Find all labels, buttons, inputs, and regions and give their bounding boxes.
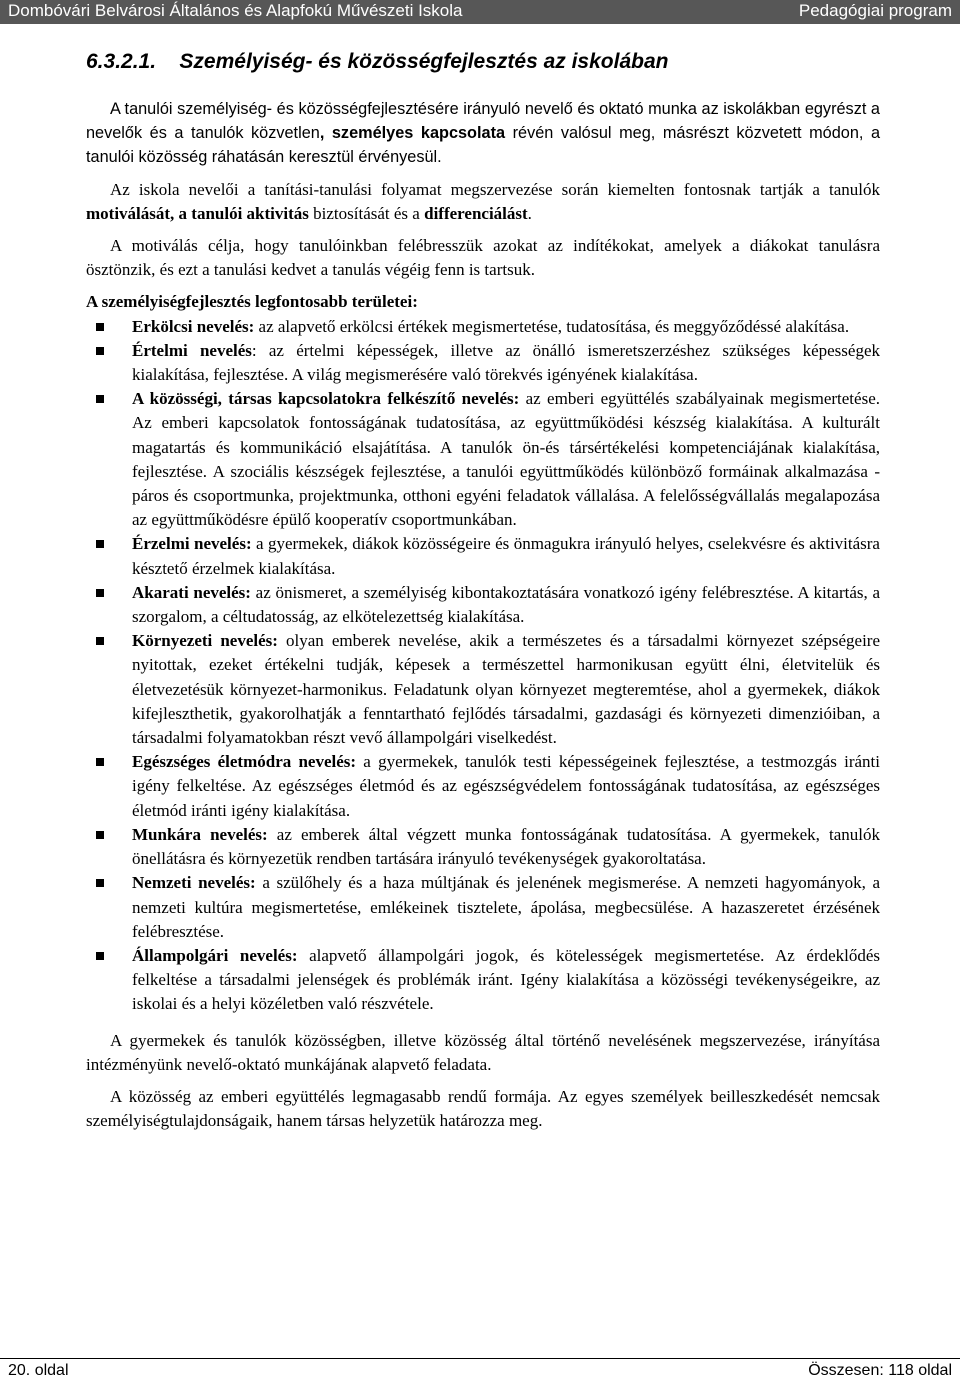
list-item (86, 944, 880, 1017)
intro-paragraph-2: Az iskola nevelői a tanítási-tanulási folyamat megszervezése során kiemelten fontosnak tartják a tanulók motiválását, a tanulói aktivitás biztosítását és a differenciálást. (86, 179, 880, 223)
closing-paragraph-2: A közösség az emberi együttélés legmagasabb rendű formája. Az egyes személyek beilleszkedését nemcsak személyiségtulajdonságaik, hanem társas helyzetük határozza meg. (86, 1086, 880, 1131)
area-term: Nemzeti nevelés: (132, 873, 256, 893)
header-document-name: Pedagógiai program (798, 1, 952, 20)
square-bullet-icon (96, 637, 104, 645)
list-item (86, 339, 880, 387)
list-item (86, 387, 880, 532)
list-item (86, 532, 880, 580)
area-description: : az értelmi képességek, illetve az önálló ismeretszerzéshez szükséges képességek kialakítása, fejlesztése. A világ megismerésére való törekvés igényének kialakítása. (132, 340, 880, 385)
header-school-name: Dombóvári Belvárosi Általános és Alapfokú Művészeti Iskola (8, 1, 463, 20)
square-bullet-icon (96, 347, 104, 355)
square-bullet-icon (96, 395, 104, 403)
square-bullet-icon (96, 952, 104, 960)
area-term: Egészséges életmódra nevelés: (132, 752, 357, 772)
area-term: Állampolgári nevelés: (132, 945, 298, 965)
area-term: Munkára nevelés: (132, 824, 268, 844)
page-header (0, 0, 960, 24)
square-bullet-icon (96, 540, 104, 548)
section-title (86, 50, 668, 74)
area-term: Akarati nevelés: (132, 582, 251, 602)
section-number: 6.3.2.1. (86, 50, 157, 73)
list-item (86, 629, 880, 750)
areas-list (86, 315, 880, 1017)
square-bullet-icon (96, 831, 104, 839)
areas-subheading: A személyiségfejlesztés legfontosabb területei: (86, 292, 418, 312)
intro-paragraph-1: A tanulói személyiség- és közösségfejlesztésére irányuló nevelő és oktató munka az iskolákban egyrészt a nevelők és a tanulók közvetlen, személyes kapcsolata révén valósul meg, másrészt közvetett módon, a tanulói közösség ráhatásán keresztül érvényesül. (86, 100, 880, 167)
area-description: olyan emberek nevelése, akik a természetes és a társadalmi környezet szépségeire nyitottak, ezeket értékelni tudják, képesek a természettel harmonikusan együtt élni, életvitelük és életvezetésük környezet-harmonikus. Feladatunk olyan környezet megteremtése, ahol a gyermekek, diákok kifejleszthetik, gyakorolhatják a fenntartható fejlődés társadalmi, gazdasági és környezeti dimenzióiban, a társadalmi folyamatokban részt vevő állampolgári viselkedést. (132, 631, 880, 748)
list-item (86, 581, 880, 629)
footer-page-number: 20. oldal (8, 1362, 69, 1379)
area-description: az emberi együttélés szabályainak megismertetése. Az emberi kapcsolatok fontosságának tudatosítása, az együttműködési készség kialakítása. A kulturált magatartás és kommunikáció elsajátítása. A tanulók ön-és társértékelési kompetenciájának kialakítása, fejlesztése. A szociális készségek fejlesztése, a tanulói együttműködés különböző formáinak alkalmazása - páros és csoportmunka, projektmunka, otthoni egyéni feladatok vállalása. A felelősségvállalás megalapozása az együttműködésre épülő kooperatív csoportmunkában. (132, 389, 880, 530)
list-item (86, 315, 880, 339)
square-bullet-icon (96, 758, 104, 766)
area-description: az emberek által végzett munka fontosságának tudatosítása. A gyermekek, tanulók önellátásra és környezetük rendben tartására irányuló tevékenységek gyakoroltatása. (132, 824, 880, 869)
square-bullet-icon (96, 879, 104, 887)
intro-paragraph-3: A motiválás célja, hogy tanulóinkban felébresszük azokat az indítékokat, amelyek a diákokat tanulásra ösztönzik, és ezt a tanulási kedvet a tanulás végéig fenn is tartsuk. (86, 236, 880, 280)
list-item (86, 871, 880, 944)
area-term: Érzelmi nevelés: (132, 534, 252, 554)
area-term: Értelmi nevelés (132, 340, 252, 360)
list-item (86, 750, 880, 823)
area-description: a gyermekek, tanulók testi képességeinek fejlesztése, a testmozgás iránti igény felkeltése. Az egészséges életmód és az egészségvédelem fontosságának tudatosítása, az egészséges életmód iránti igény kialakítása. (132, 752, 880, 820)
area-term: Környezeti nevelés: (132, 631, 278, 651)
area-description: alapvető állampolgári jogok, és kötelességek megismertetése. Az érdeklődés felkeltése a társadalmi jelenségek és problémák iránt. Igény kialakítása a közösségi tevékenységeikre, az iskolai és a helyi közéletben való részvétele. (132, 945, 881, 1014)
closing-paragraph-1: A gyermekek és tanulók közösségben, illetve közösség által történő nevelésének megszervezése, irányítása intézményünk nevelő-oktató munkájának alapvető feladata. (86, 1030, 880, 1074)
square-bullet-icon (96, 589, 104, 597)
area-term: A közösségi, társas kapcsolatokra felkészítő nevelés: (132, 389, 520, 409)
footer-total-pages: Összesen: 118 oldal (808, 1362, 952, 1379)
square-bullet-icon (96, 323, 104, 331)
area-description: a gyermekek, diákok közösségeire és önmagukra irányuló helyes, cselekvésre és aktivitásra késztető érzelmek kialakítása. (132, 534, 880, 578)
list-item (86, 823, 880, 871)
document-body (86, 97, 880, 1133)
area-description: a szülőhely és a haza múltjának és jelenének megismerése. A nemzeti hagyományok, a nemzeti kultúra megismertetése, emlékeinek tisztelete, ápolása, megbecsülése. A hazaszeretet érzésének felébresztése. (132, 873, 880, 941)
area-description: az alapvető erkölcsi értékek megismertetése, tudatosítása, és meggyőződéssé alakítása. (254, 316, 850, 336)
area-term: Erkölcsi nevelés: (132, 316, 255, 336)
section-title-text: Személyiség- és közösségfejlesztés az iskolában (179, 50, 669, 73)
area-description: az önismeret, a személyiség kibontakoztatására vonatkozó igény felébresztése. A kitartás, a szorgalom, a céltudatosság, az elkötelezettség kialakítása. (132, 582, 880, 627)
page-footer (0, 1358, 960, 1381)
